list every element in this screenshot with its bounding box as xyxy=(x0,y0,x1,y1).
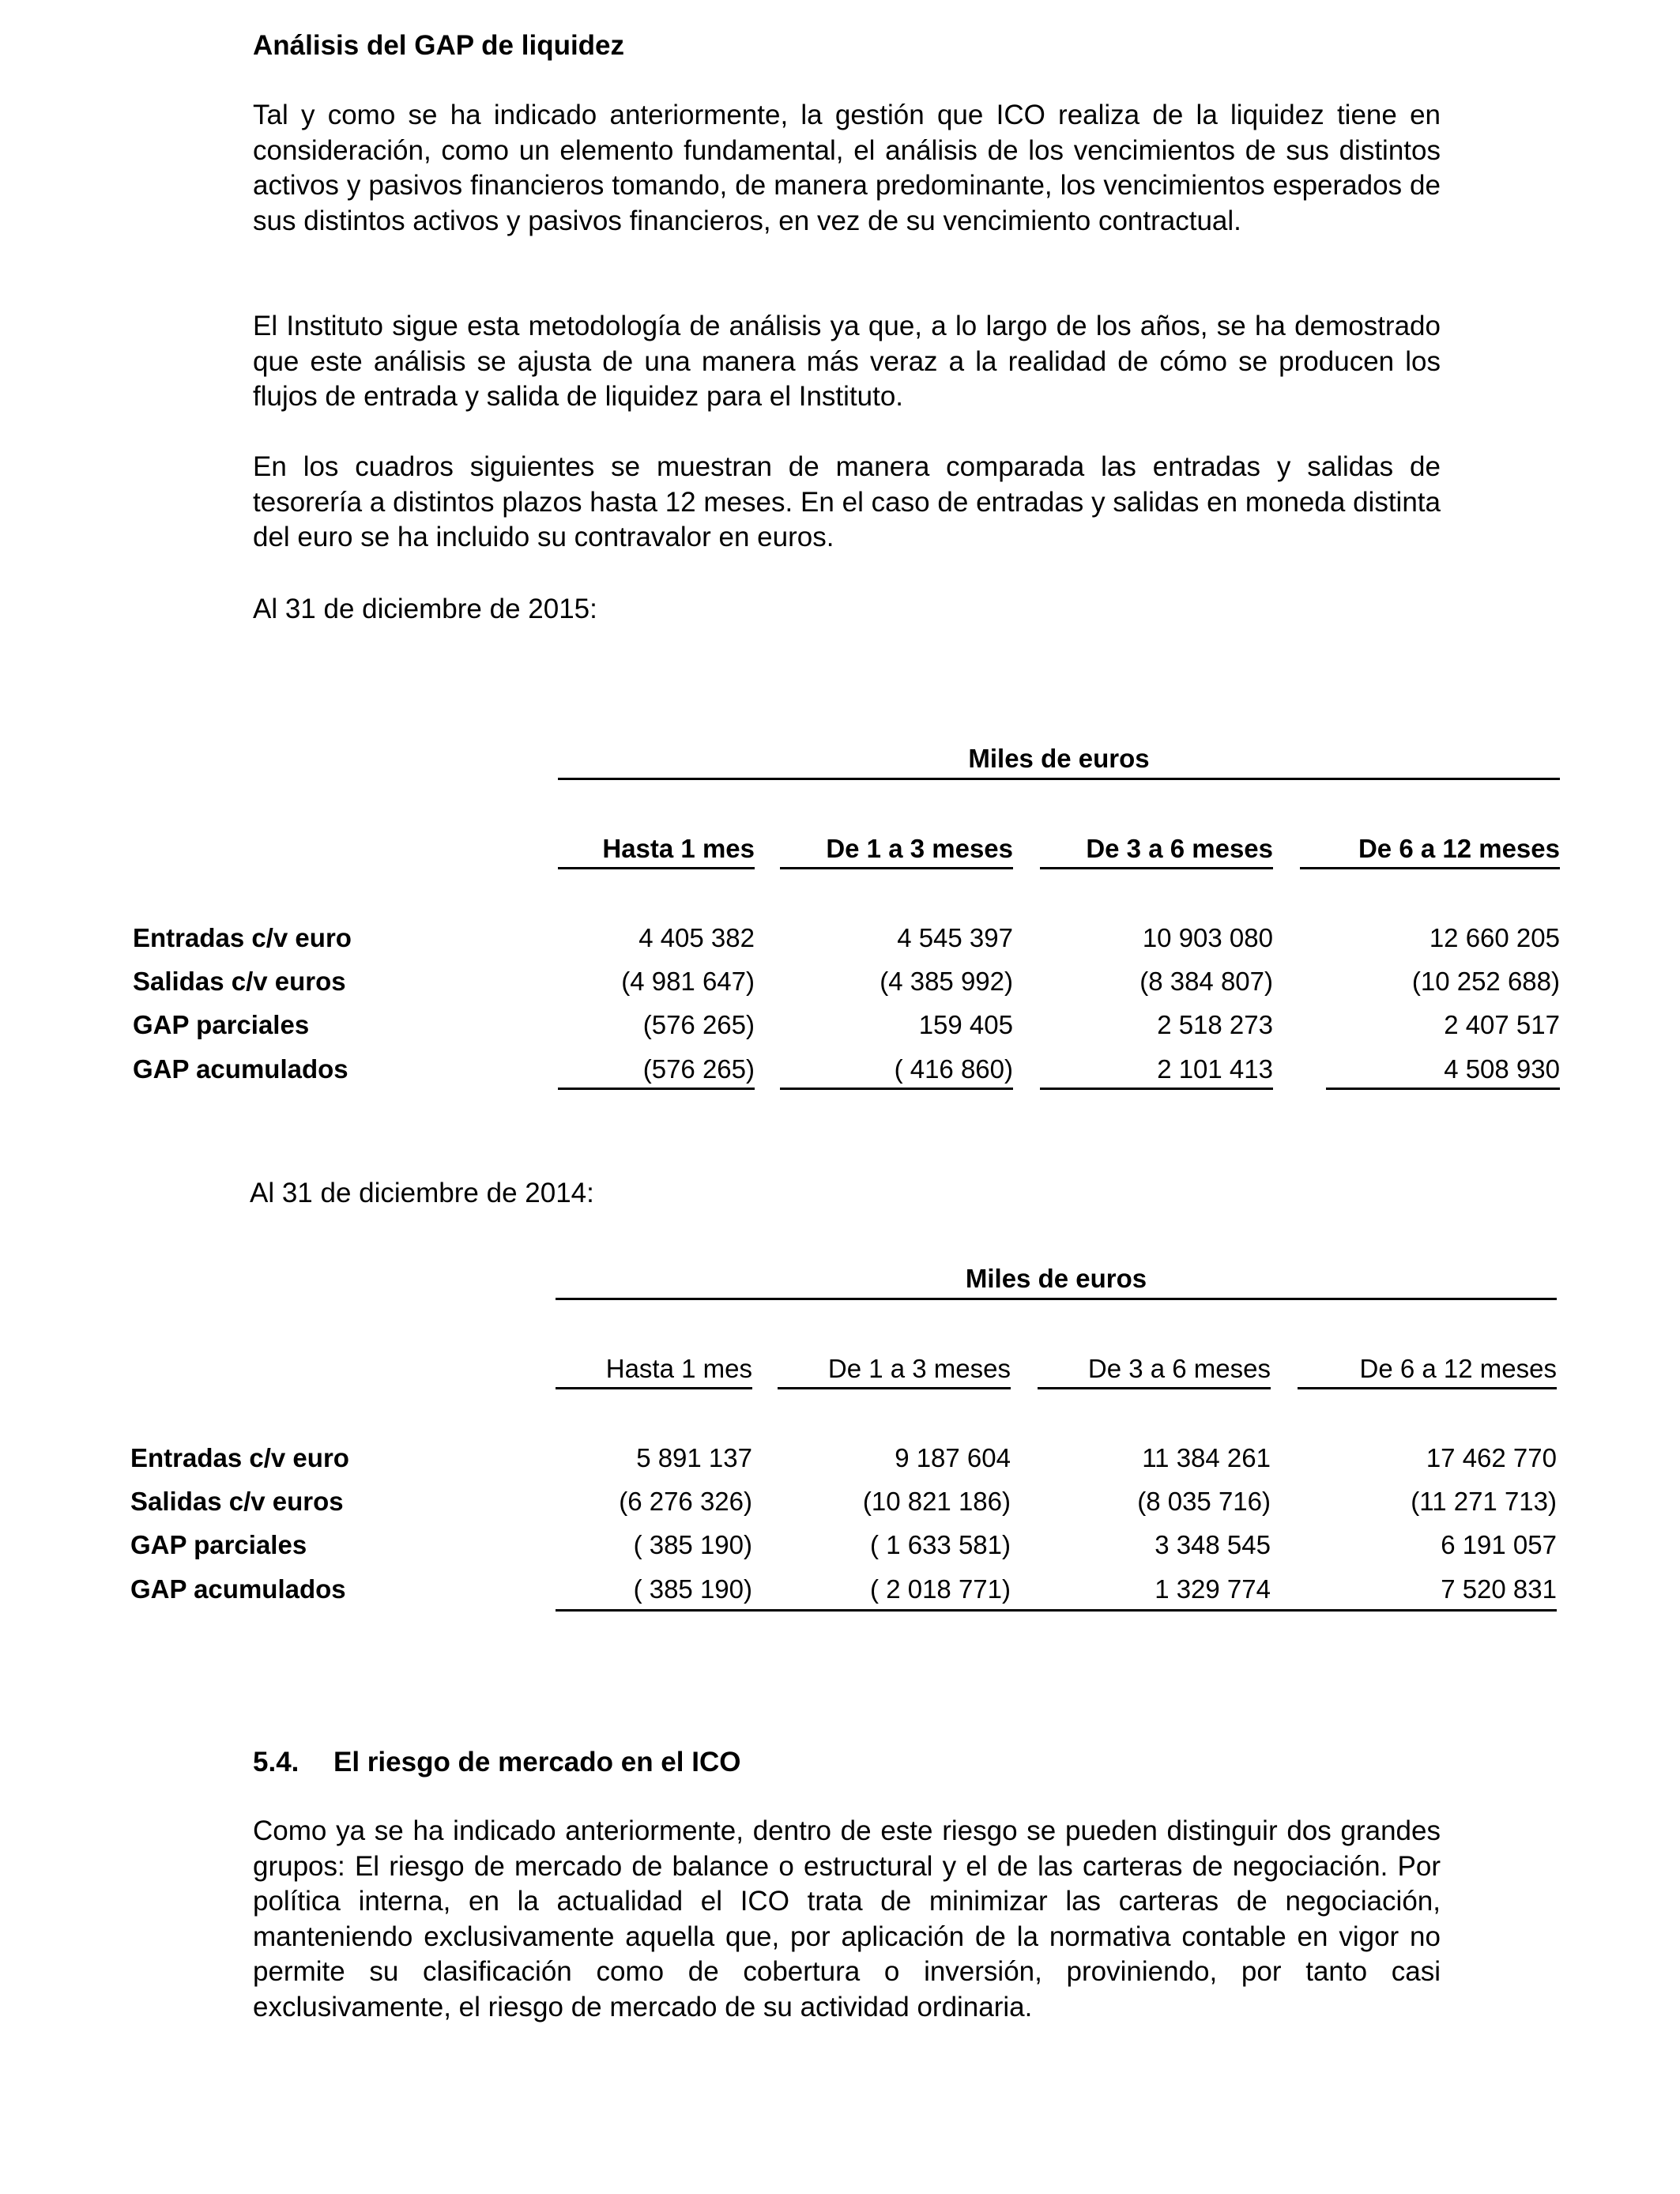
table-cell: 2 407 517 xyxy=(1444,1010,1560,1039)
table-cell: 9 187 604 xyxy=(895,1443,1011,1472)
section-title-text: El riesgo de mercado en el ICO xyxy=(333,1747,741,1777)
table-cell: ( 385 190) xyxy=(633,1530,752,1559)
table-cell: 4 545 397 xyxy=(897,923,1013,952)
column-header-rule xyxy=(1300,867,1560,869)
column-header-rule xyxy=(1298,1387,1557,1389)
total-rule xyxy=(556,1609,1557,1612)
column-header-rule xyxy=(558,867,755,869)
total-rule xyxy=(1040,1088,1273,1090)
row-label-gap-acumulados: GAP acumulados xyxy=(130,1574,346,1604)
table-cell: 5 891 137 xyxy=(636,1443,752,1472)
table-cell: (6 276 326) xyxy=(619,1487,752,1516)
table-cell: 11 384 261 xyxy=(1142,1443,1271,1472)
total-rule xyxy=(1326,1088,1560,1090)
table-units-caption: Miles de euros xyxy=(965,1264,1147,1293)
table-cell: 6 191 057 xyxy=(1441,1530,1557,1559)
column-header-rule xyxy=(778,1387,1011,1389)
row-label-salidas: Salidas c/v euros xyxy=(130,1487,344,1516)
row-label-entradas: Entradas c/v euro xyxy=(130,1443,349,1472)
table-cell: (576 265) xyxy=(642,1010,755,1039)
table-cell: ( 1 633 581) xyxy=(870,1530,1011,1559)
table-cell: (576 265) xyxy=(642,1054,755,1084)
table-cell: 159 405 xyxy=(918,1010,1013,1039)
column-header-3-6-meses: De 3 a 6 meses xyxy=(1087,1354,1271,1383)
table-cell: (10 252 688) xyxy=(1411,967,1560,996)
section-title-market-risk xyxy=(253,1745,740,1780)
column-header-1-3-meses: De 1 a 3 meses xyxy=(826,834,1013,863)
table-cell: 2 518 273 xyxy=(1157,1010,1273,1039)
table-cell: 12 660 205 xyxy=(1429,923,1560,952)
column-header-1-3-meses: De 1 a 3 meses xyxy=(827,1354,1011,1383)
column-header-6-12-meses: De 6 a 12 meses xyxy=(1358,834,1560,863)
column-header-rule xyxy=(556,1387,752,1389)
table-cell: 7 520 831 xyxy=(1441,1574,1557,1604)
paragraph-gap-methodology: El Instituto sigue esta metodología de análisis ya que, a lo largo de los años, se ha demostrado que este análisis se ajusta de una manera más veraz a la realidad de cómo se producen los flujos de entrada y salida de liquidez para el Instituto. xyxy=(253,311,1441,412)
table-cell: (11 271 713) xyxy=(1411,1487,1557,1516)
column-header-hasta-1-mes: Hasta 1 mes xyxy=(605,1354,752,1383)
table-cell: 3 348 545 xyxy=(1155,1530,1271,1559)
row-label-gap-acumulados: GAP acumulados xyxy=(133,1054,348,1084)
table-cell: 1 329 774 xyxy=(1155,1574,1271,1604)
date-label-2014: Al 31 de diciembre de 2014: xyxy=(250,1178,594,1208)
table-cell: (10 821 186) xyxy=(862,1487,1011,1516)
column-header-6-12-meses: De 6 a 12 meses xyxy=(1359,1354,1557,1383)
table-cell: 4 508 930 xyxy=(1444,1054,1560,1084)
table-cell: ( 385 190) xyxy=(633,1574,752,1604)
table-cell: 10 903 080 xyxy=(1142,923,1273,952)
section-number: 5.4. xyxy=(253,1747,299,1777)
section-title-gap: Análisis del GAP de liquidez xyxy=(253,30,625,61)
column-header-hasta-1-mes: Hasta 1 mes xyxy=(602,834,755,863)
table-cell: 4 405 382 xyxy=(638,923,755,952)
row-label-gap-parciales: GAP parciales xyxy=(130,1530,307,1559)
paragraph-market-risk: Como ya se ha indicado anteriormente, dentro de este riesgo se pueden distinguir dos grandes grupos: El riesgo de mercado de balance o estructural y el de las carteras de negociación. Por política interna, en la actualidad el ICO trata de minimizar las carteras de negociación, manteniendo exclusivamente aquella que, por aplicación de la normativa contable en vigor no permite su clasificación como de cobertura o inversión, proviniendo, por tanto casi exclusivamente, el riesgo de mercado de su actividad ordinaria. xyxy=(253,1815,1441,2022)
row-label-gap-parciales: GAP parciales xyxy=(133,1010,310,1039)
row-label-salidas: Salidas c/v euros xyxy=(133,967,346,996)
table-cell: (8 035 716) xyxy=(1137,1487,1271,1516)
table-cell: 17 462 770 xyxy=(1426,1443,1557,1472)
table-cell: 2 101 413 xyxy=(1157,1054,1273,1084)
table-cell: (8 384 807) xyxy=(1139,967,1273,996)
row-label-entradas: Entradas c/v euro xyxy=(133,923,352,952)
column-header-3-6-meses: De 3 a 6 meses xyxy=(1086,834,1273,863)
total-rule xyxy=(780,1088,1013,1090)
table-cell: ( 416 860) xyxy=(894,1054,1013,1084)
column-header-rule xyxy=(1038,1387,1271,1389)
column-header-rule xyxy=(1040,867,1273,869)
table-units-caption: Miles de euros xyxy=(968,744,1150,773)
table-cell: (4 385 992) xyxy=(880,967,1013,996)
paragraph-gap-intro: Tal y como se ha indicado anteriormente, la gestión que ICO realiza de la liquidez tiene en consideración, como un elemento fundamental, el análisis de los vencimientos de sus distintos activos y pasivos financieros tomando, de manera predominante, los vencimientos esperados de sus distintos activos y pasivos financieros, en vez de su vencimiento contractual. xyxy=(253,100,1441,236)
table-cell: (4 981 647) xyxy=(621,967,755,996)
table-cell: ( 2 018 771) xyxy=(870,1574,1011,1604)
column-header-rule xyxy=(780,867,1013,869)
total-rule xyxy=(558,1088,755,1090)
table-caption-rule xyxy=(556,1298,1557,1300)
table-caption-rule xyxy=(558,778,1560,780)
paragraph-gap-tables-intro: En los cuadros siguientes se muestran de manera comparada las entradas y salidas de tesorería a distintos plazos hasta 12 meses. En el caso de entradas y salidas en moneda distinta del euro se ha incluido su contravalor en euros. xyxy=(253,451,1441,552)
date-label-2015: Al 31 de diciembre de 2015: xyxy=(253,594,597,624)
